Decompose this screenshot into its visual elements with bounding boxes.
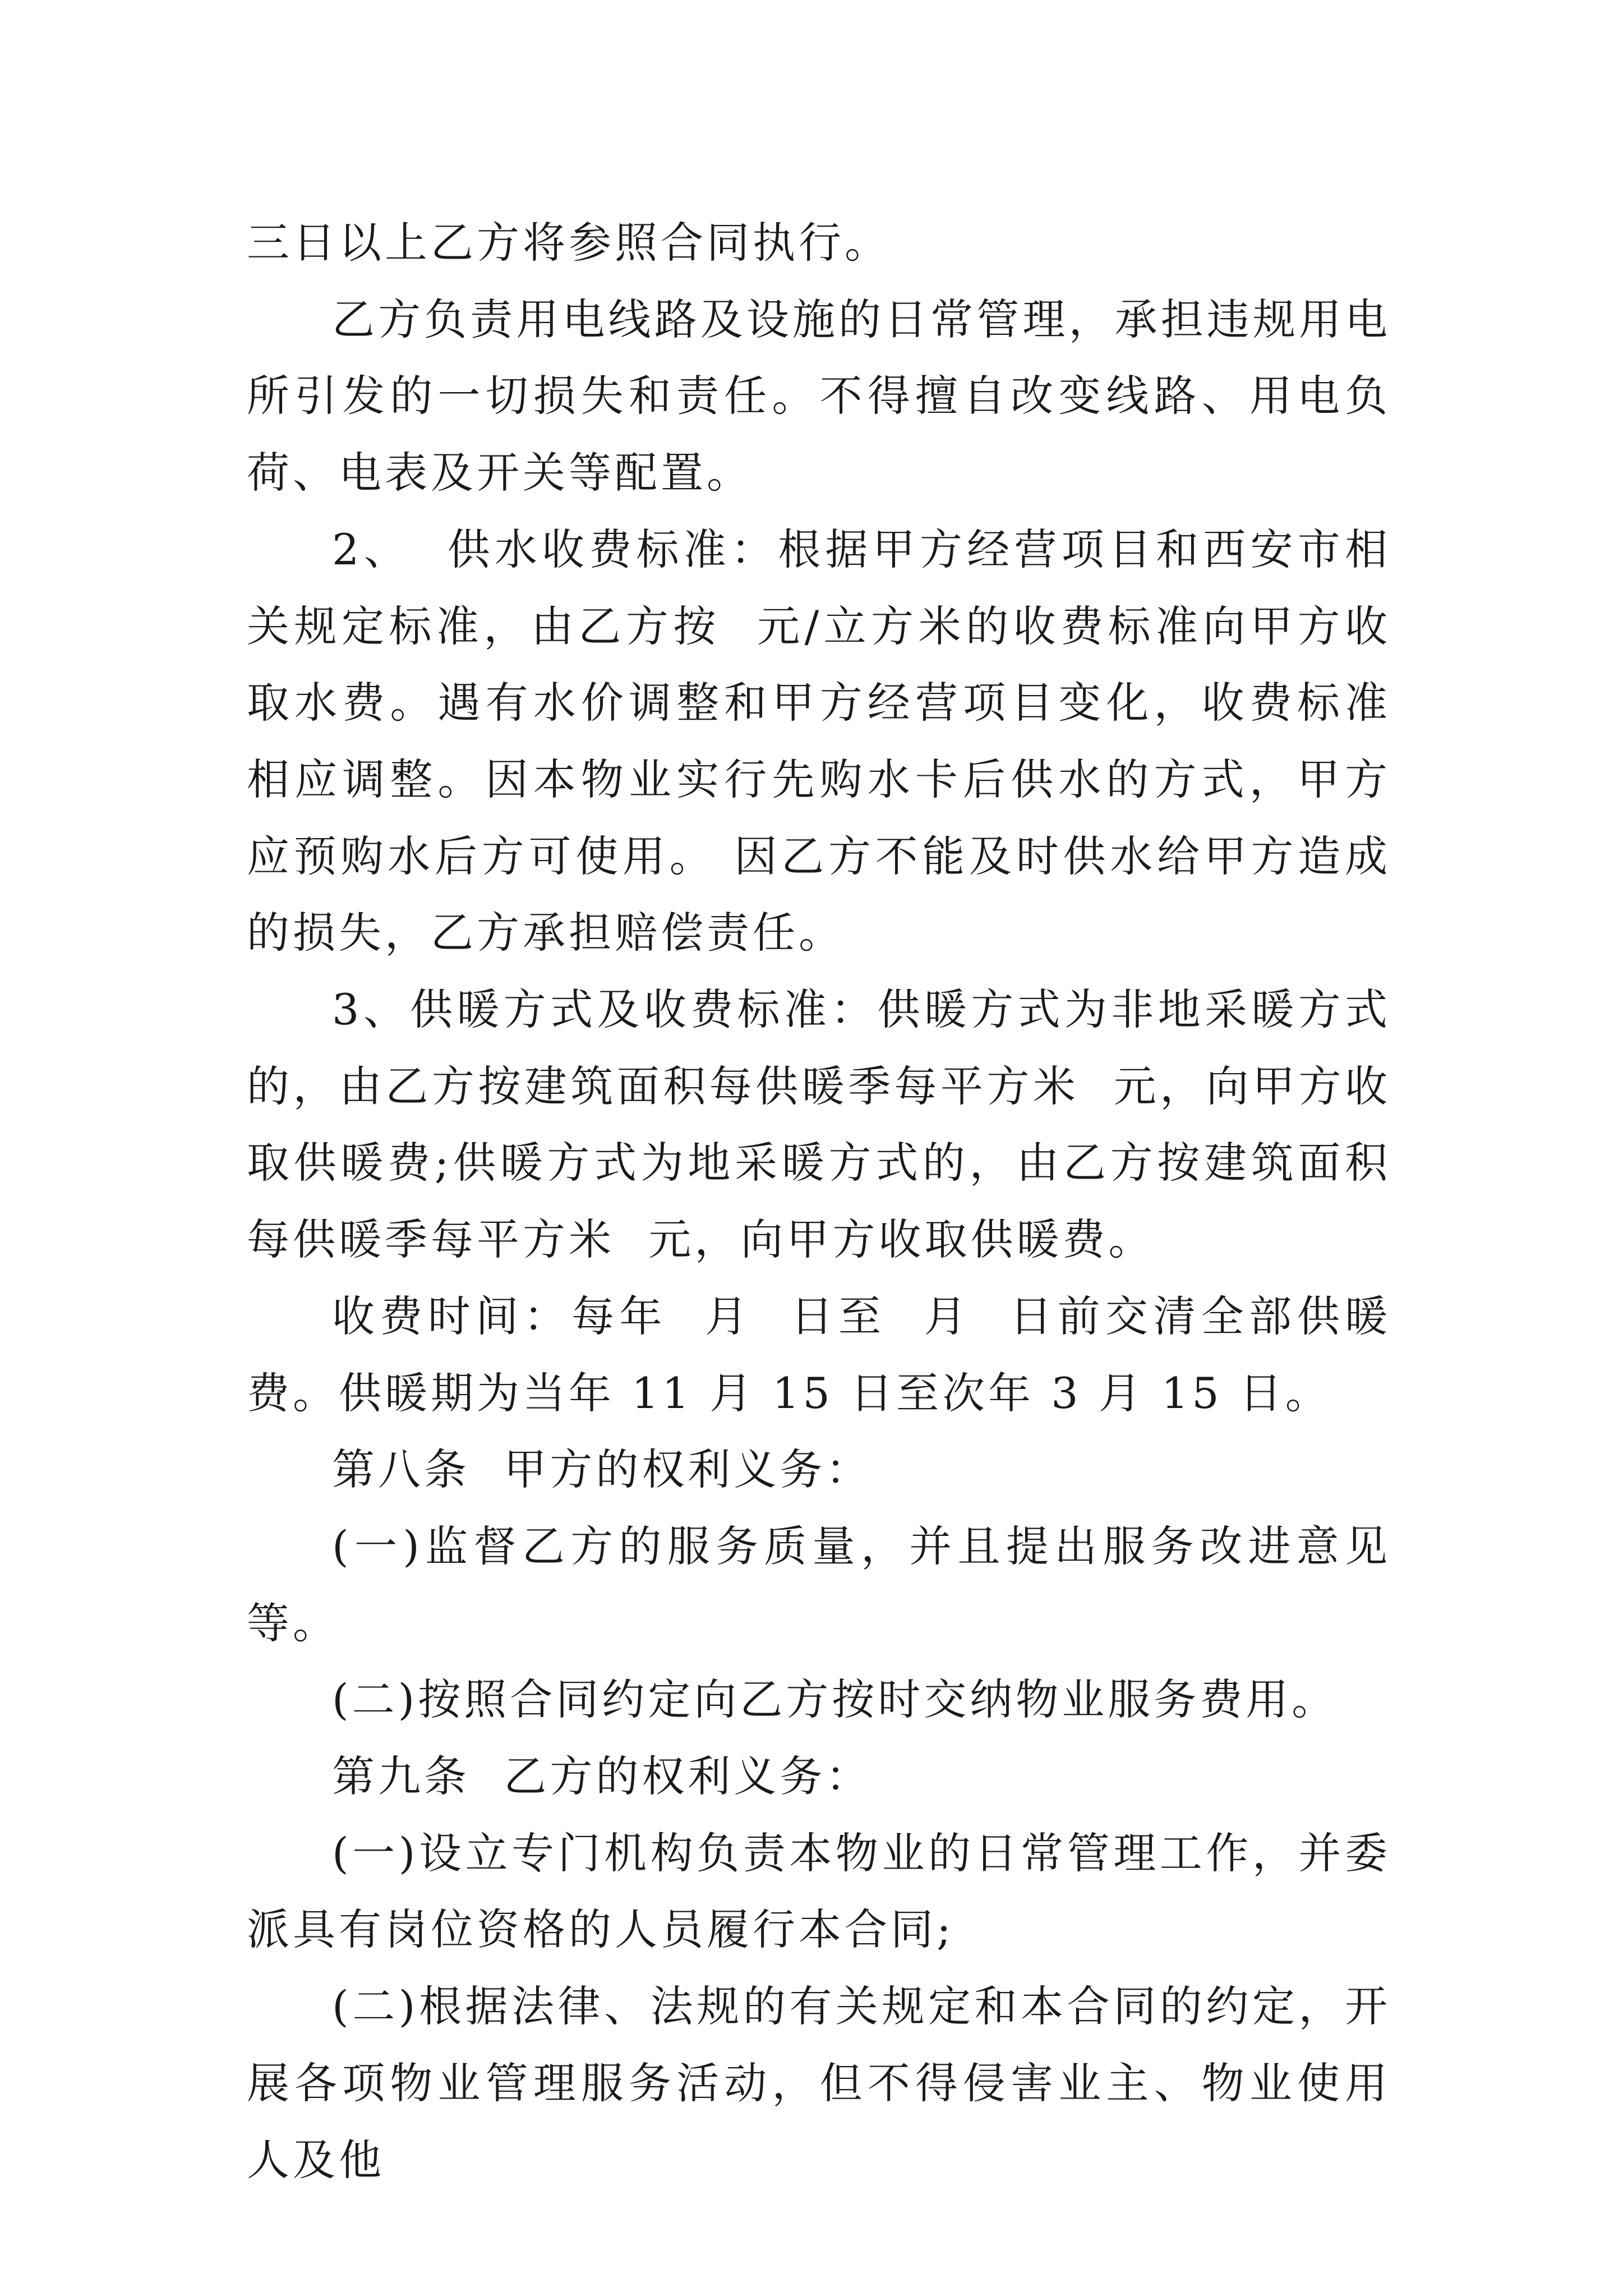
paragraph-continuation: 三日以上乙方将参照合同执行。 [247, 218, 891, 268]
paragraph-fee-time: 收费时间：每年 月 日至 月 日前交清全部供暖费。供暖期为当年 11 月 15 日至次年 3 月 15 日。 [247, 1291, 1391, 1418]
heading-article-9: 第九条 乙方的权利义务： [332, 1751, 872, 1802]
paragraph-electric-management: 乙方负责用电线路及设施的日常管理，承担违规用电所引发的一切损失和责任。不得擅自改变线路、用电负荷、电表及开关等配置。 [247, 294, 1391, 498]
paragraph-water-fee: 2、 供水收费标准：根据甲方经营项目和西安市相关规定标准，由乙方按 元/立方米的收费标准向甲方收取水费。遇有水价调整和甲方经营项目变化，收费标准相应调整。因本物业实行先购水卡后供水的方式，甲方应预购水后方可使用。 因乙方不能及时供水给甲方造成的损失，乙方承担赔偿责任。 [247, 524, 1391, 958]
list-item-article-8-2: (二)按照合同约定向乙方按时交纳物业服务费用。 [332, 1674, 1338, 1725]
document-body [247, 205, 1391, 2198]
heading-article-8: 第八条 甲方的权利义务： [332, 1444, 872, 1495]
paragraph-heating-fee: 3、供暖方式及收费标准：供暖方式为非地采暖方式的，由乙方按建筑面积每供暖季每平方米 元，向甲方收取供暖费;供暖方式为地采暖方式的，由乙方按建筑面积每供暖季每平方米 元，向甲方收取供暖费。 [247, 984, 1391, 1265]
list-item-article-9-2: (二)根据法律、法规的有关规定和本合同的约定，开展各项物业管理服务活动，但不得侵害业主、物业使用人及他 [247, 1981, 1391, 2185]
list-item-article-9-1: (一)设立专门机构负责本物业的日常管理工作，并委派具有岗位资格的人员履行本合同; [247, 1828, 1391, 1955]
list-item-article-8-1: (一)监督乙方的服务质量，并且提出服务改进意见等。 [247, 1521, 1391, 1648]
